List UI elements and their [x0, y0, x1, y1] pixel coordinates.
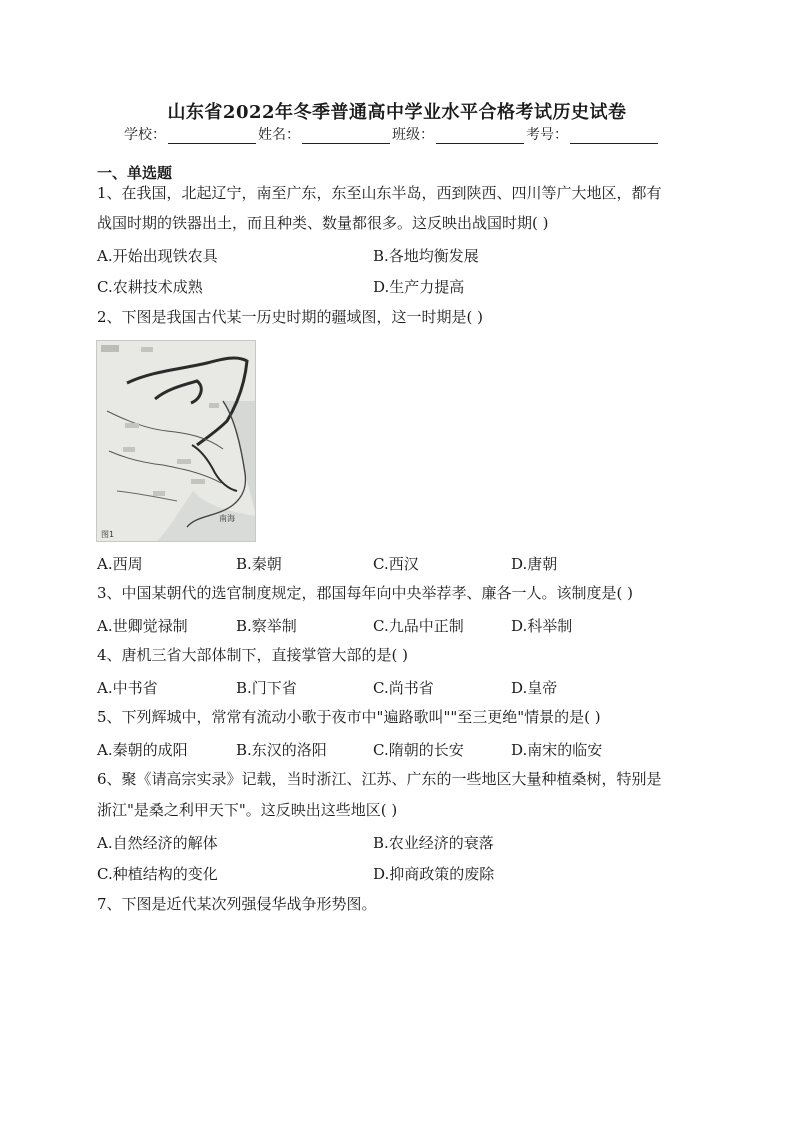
name-label: 姓名：	[258, 127, 300, 143]
question-3-options	[97, 615, 703, 637]
question-5-options	[97, 739, 703, 761]
exam-number-label: 考号：	[526, 127, 568, 143]
territory-map-image	[96, 340, 256, 542]
option-a: A.秦朝的成阳	[97, 741, 188, 759]
option-b: B.秦朝	[236, 555, 282, 573]
exam-number-blank	[570, 129, 658, 144]
option-c: C.隋朝的长安	[373, 741, 464, 759]
question-2-stem: 2、下图是我国古代某一历史时期的疆域图，这一时期是( )	[97, 308, 484, 326]
option-c: C.西汉	[373, 555, 419, 573]
option-c: C.农耕技术成熟	[97, 278, 203, 296]
question-3-stem: 3、中国某朝代的选官制度规定，郡国每年向中央举荐孝、廉各一人。该制度是( )	[97, 584, 634, 602]
option-d: D.唐朝	[511, 555, 558, 573]
question-2-options	[97, 553, 703, 575]
option-b: B.门下省	[236, 679, 297, 697]
question-1-options-row-2	[97, 276, 703, 298]
question-1-stem-line-1: 1、在我国，北起辽宁，南至广东，东至山东半岛，西到陕西、四川等广大地区，都有	[97, 184, 662, 202]
option-a: A.开始出现铁农具	[97, 247, 218, 265]
student-info-row	[124, 124, 684, 144]
option-d: D.皇帝	[511, 679, 558, 697]
name-blank	[302, 129, 390, 144]
question-1-stem-line-2: 战国时期的铁器出土，而且种类、数量都很多。这反映出战国时期( )	[97, 214, 549, 232]
option-c: C.尚书省	[373, 679, 434, 697]
option-a: A.中书省	[97, 679, 158, 697]
option-d: D.生产力提高	[373, 278, 465, 296]
question-1-options-row-1	[97, 245, 703, 267]
option-c: C.九品中正制	[373, 617, 464, 635]
question-6-options-row-1	[97, 832, 703, 854]
option-a: A.世卿觉禄制	[97, 617, 188, 635]
question-5-stem: 5、下列辉城中，常常有流动小歌于夜市中"遍路歌叫""至三更绝"情景的是( )	[97, 708, 601, 726]
option-a: A.自然经济的解体	[97, 834, 218, 852]
option-a: A.西周	[97, 555, 143, 573]
question-6-stem-line-2: 浙江"是桑之利甲天下"。这反映出这些地区( )	[97, 801, 398, 819]
map-caption: 图1	[101, 530, 115, 539]
school-label: 学校：	[124, 127, 166, 143]
option-b: B.察举制	[236, 617, 297, 635]
question-7-stem: 7、下图是近代某次列强侵华战争形势图。	[97, 895, 377, 913]
class-blank	[436, 129, 524, 144]
option-d: D.抑商政策的废除	[373, 865, 495, 883]
territory-map-drawing	[97, 341, 255, 541]
map-sea-label: 南海	[219, 514, 235, 523]
section-heading: 一、单选题	[97, 164, 173, 182]
question-6-stem-line-1: 6、聚《请高宗实录》记载，当时浙江、江苏、广东的一些地区大量种植桑树，特别是	[97, 770, 662, 788]
option-d: D.南宋的临安	[511, 741, 603, 759]
page-title: 山东省2022年冬季普通高中学业水平合格考试历史试卷	[167, 102, 627, 123]
option-b: B.东汉的洛阳	[236, 741, 327, 759]
option-b: B.各地均衡发展	[373, 247, 479, 265]
option-d: D.科举制	[511, 617, 573, 635]
class-label: 班级：	[392, 127, 434, 143]
question-4-options	[97, 677, 703, 699]
option-b: B.农业经济的衰落	[373, 834, 494, 852]
question-4-stem: 4、唐机三省大部体制下，直接掌管大部的是( )	[97, 646, 409, 664]
option-c: C.种植结构的变化	[97, 865, 218, 883]
question-6-options-row-2	[97, 863, 703, 885]
school-blank	[168, 129, 256, 144]
